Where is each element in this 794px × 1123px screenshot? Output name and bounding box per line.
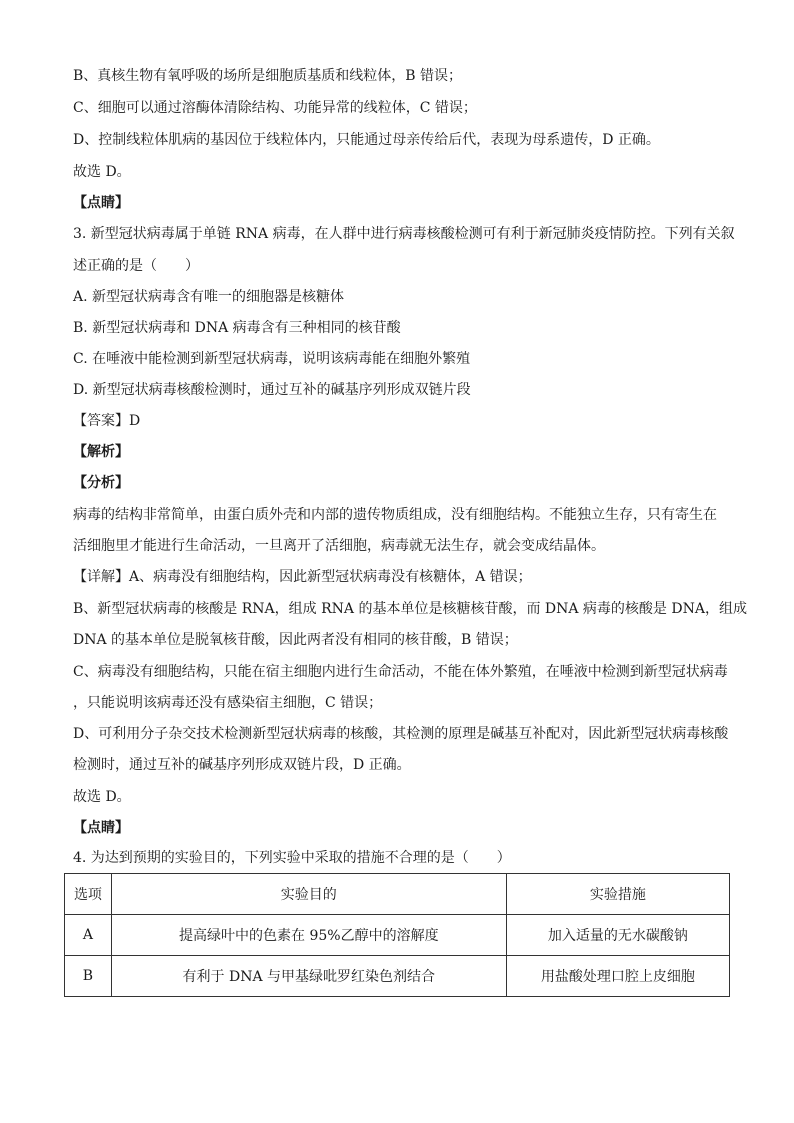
table-row (65, 915, 730, 956)
experiment-table (64, 873, 730, 997)
option-d: D. 新型冠状病毒核酸检测时，通过互补的碱基序列形成双链片段 (73, 382, 471, 398)
detail-line: ，只能说明该病毒还没有感染宿主细胞，C 错误； (73, 695, 383, 711)
table-cell: 加入适量的无水碳酸钠 (506, 915, 729, 956)
option-c: C. 在唾液中能检测到新型冠状病毒，说明该病毒能在细胞外繁殖 (73, 351, 471, 367)
table-cell: 用盐酸处理口腔上皮细胞 (506, 956, 729, 997)
table-cell: A (65, 915, 112, 956)
text-line: B、真核生物有氧呼吸的场所是细胞质基质和线粒体，B 错误； (73, 68, 463, 84)
detail-line: 【详解】A、病毒没有细胞结构，因此新型冠状病毒没有核糖体，A 错误； (73, 569, 532, 585)
table-cell: 提高绿叶中的色素在 95%乙醇中的溶解度 (111, 915, 506, 956)
detail-line: 故选 D。 (73, 789, 131, 805)
option-b: B. 新型冠状病毒和 DNA 病毒含有三种相同的核苷酸 (73, 320, 401, 336)
table-row (65, 956, 730, 997)
table-header-row (65, 874, 730, 915)
section-tag-dianjing: 【点睛】 (73, 195, 129, 211)
analysis-line: 病毒的结构非常简单，由蛋白质外壳和内部的遗传物质组成，没有细胞结构。不能独立生存，只有寄生在 (73, 507, 717, 523)
detail-line: 检测时，通过互补的碱基序列形成双链片段，D 正确。 (73, 757, 411, 773)
table-header-cell: 实验措施 (506, 874, 729, 915)
section-tag-jiexi: 【解析】 (73, 444, 129, 460)
table-header-cell: 实验目的 (111, 874, 506, 915)
question-3-stem: 3. 新型冠状病毒属于单链 RNA 病毒，在人群中进行病毒核酸检测可有利于新冠肺炎疫情防控。下列有关叙 (73, 226, 735, 242)
text-line: D、控制线粒体肌病的基因位于线粒体内，只能通过母亲传给后代，表现为母系遗传，D 正确。 (73, 132, 660, 148)
option-a: A. 新型冠状病毒含有唯一的细胞器是核糖体 (73, 289, 345, 305)
table-header-cell: 选项 (65, 874, 112, 915)
section-tag-dianjing: 【点睛】 (73, 820, 129, 836)
text-line: 故选 D。 (73, 164, 131, 180)
answer-line: 【答案】D (73, 413, 141, 429)
detail-line: DNA 的基本单位是脱氧核苷酸，因此两者没有相同的核苷酸，B 错误； (73, 632, 518, 648)
detail-line: B、新型冠状病毒的核酸是 RNA，组成 RNA 的基本单位是核糖核苷酸，而 DNA 病毒的核酸是 DNA，组成 (73, 601, 747, 617)
analysis-line: 活细胞里才能进行生命活动，一旦离开了活细胞，病毒就无法生存，就会变成结晶体。 (73, 538, 605, 554)
section-tag-fenxi: 【分析】 (73, 475, 129, 491)
text-line: C、细胞可以通过溶酶体清除结构、功能异常的线粒体，C 错误； (73, 100, 477, 116)
question-3-stem-cont: 述正确的是（ ） (73, 258, 199, 274)
table-cell: B (65, 956, 112, 997)
detail-line: D、可利用分子杂交技术检测新型冠状病毒的核酸，其检测的原理是碱基互补配对，因此新型冠状病毒核酸 (73, 726, 729, 742)
table-cell: 有利于 DNA 与甲基绿吡罗红染色剂结合 (111, 956, 506, 997)
detail-line: C、病毒没有细胞结构，只能在宿主细胞内进行生命活动，不能在体外繁殖，在唾液中检测到新型冠状病毒 (73, 664, 728, 680)
question-4-stem: 4. 为达到预期的实验目的，下列实验中采取的措施不合理的是（ ） (73, 850, 511, 866)
